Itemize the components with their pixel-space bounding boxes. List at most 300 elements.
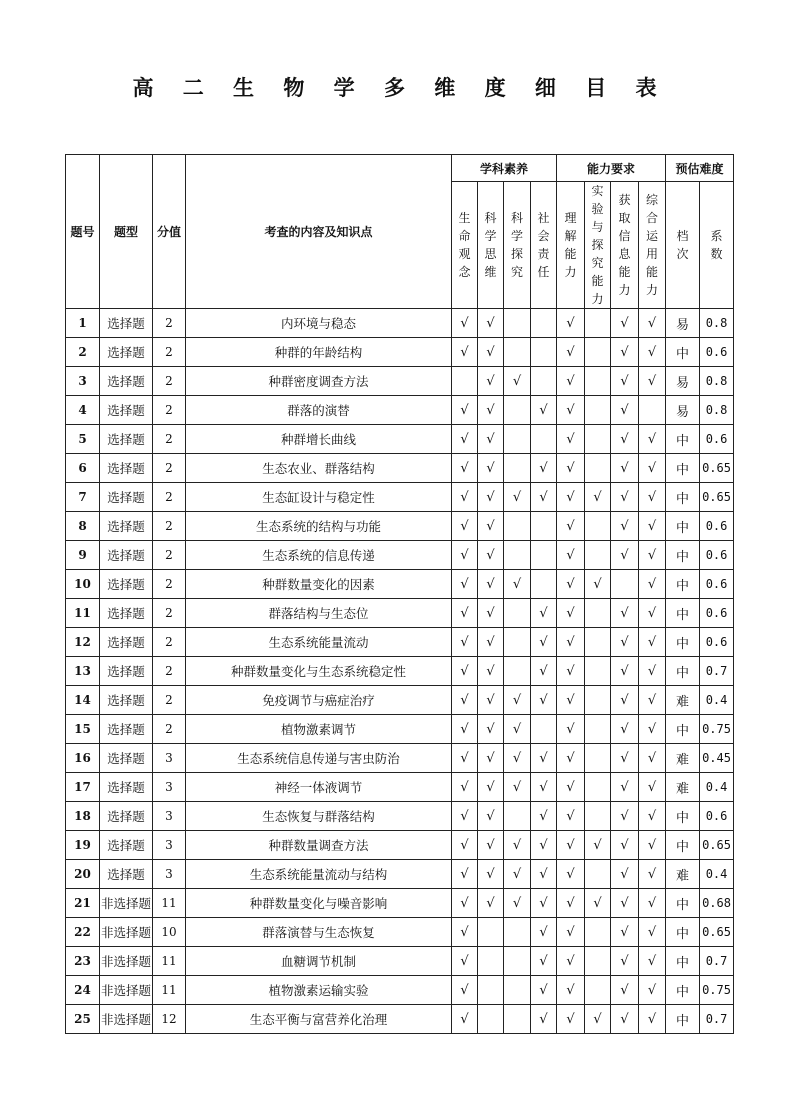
check-mark: [531, 367, 557, 396]
check-mark: √: [611, 628, 639, 657]
question-topic: 种群的年龄结构: [186, 338, 452, 367]
question-topic: 生态系统能量流动与结构: [186, 860, 452, 889]
question-type: 非选择题: [100, 918, 153, 947]
check-mark: √: [557, 1005, 585, 1034]
difficulty-level: 中: [666, 947, 700, 976]
check-mark: [531, 541, 557, 570]
check-mark: [504, 802, 531, 831]
check-mark: √: [531, 802, 557, 831]
table-row: [66, 657, 734, 686]
check-mark: √: [611, 802, 639, 831]
question-score: 11: [153, 947, 186, 976]
difficulty-level: 难: [666, 860, 700, 889]
check-mark: √: [531, 831, 557, 860]
difficulty-coefficient: 0.65: [700, 918, 734, 947]
table-row: [66, 541, 734, 570]
check-mark: √: [452, 454, 478, 483]
check-mark: √: [639, 338, 666, 367]
check-mark: [531, 715, 557, 744]
question-score: 12: [153, 1005, 186, 1034]
check-mark: √: [611, 976, 639, 1005]
question-number: 13: [66, 657, 100, 686]
check-mark: [585, 309, 611, 338]
check-mark: √: [478, 686, 504, 715]
check-mark: √: [639, 773, 666, 802]
check-mark: √: [611, 715, 639, 744]
check-mark: √: [452, 773, 478, 802]
check-mark: [504, 1005, 531, 1034]
check-mark: √: [639, 802, 666, 831]
question-score: 2: [153, 367, 186, 396]
difficulty-coefficient: 0.7: [700, 1005, 734, 1034]
question-type: 选择题: [100, 512, 153, 541]
question-score: 2: [153, 512, 186, 541]
check-mark: √: [557, 860, 585, 889]
header-literacy-2: 科 学 思 维: [478, 182, 504, 309]
check-mark: √: [478, 454, 504, 483]
table-row: [66, 744, 734, 773]
check-mark: √: [452, 802, 478, 831]
question-type: 选择题: [100, 570, 153, 599]
question-score: 2: [153, 483, 186, 512]
check-mark: √: [557, 715, 585, 744]
check-mark: √: [531, 686, 557, 715]
check-mark: [585, 425, 611, 454]
table-row: [66, 454, 734, 483]
check-mark: √: [452, 541, 478, 570]
question-number: 18: [66, 802, 100, 831]
check-mark: √: [531, 773, 557, 802]
question-score: 2: [153, 396, 186, 425]
check-mark: √: [504, 831, 531, 860]
check-mark: √: [639, 976, 666, 1005]
check-mark: [504, 541, 531, 570]
difficulty-coefficient: 0.8: [700, 309, 734, 338]
check-mark: √: [504, 744, 531, 773]
check-mark: [504, 512, 531, 541]
check-mark: √: [531, 889, 557, 918]
check-mark: [504, 454, 531, 483]
question-type: 选择题: [100, 454, 153, 483]
difficulty-coefficient: 0.4: [700, 860, 734, 889]
difficulty-level: 中: [666, 1005, 700, 1034]
check-mark: [585, 860, 611, 889]
check-mark: √: [504, 483, 531, 512]
difficulty-coefficient: 0.68: [700, 889, 734, 918]
question-number: 5: [66, 425, 100, 454]
check-mark: √: [557, 918, 585, 947]
difficulty-level: 难: [666, 744, 700, 773]
difficulty-coefficient: 0.7: [700, 657, 734, 686]
check-mark: √: [452, 309, 478, 338]
check-mark: √: [611, 541, 639, 570]
question-number: 11: [66, 599, 100, 628]
check-mark: √: [557, 425, 585, 454]
check-mark: √: [611, 918, 639, 947]
check-mark: √: [639, 860, 666, 889]
question-number: 16: [66, 744, 100, 773]
question-score: 3: [153, 802, 186, 831]
question-type: 选择题: [100, 541, 153, 570]
check-mark: [585, 802, 611, 831]
check-mark: √: [452, 715, 478, 744]
check-mark: √: [478, 831, 504, 860]
table-row: [66, 367, 734, 396]
difficulty-coefficient: 0.8: [700, 367, 734, 396]
check-mark: √: [639, 918, 666, 947]
check-mark: √: [452, 889, 478, 918]
check-mark: √: [531, 744, 557, 773]
check-mark: [504, 425, 531, 454]
header-ability-3: 获 取 信 息 能 力: [611, 182, 639, 309]
difficulty-level: 中: [666, 715, 700, 744]
check-mark: √: [478, 338, 504, 367]
check-mark: √: [452, 918, 478, 947]
header-literacy-4: 社 会 责 任: [531, 182, 557, 309]
question-type: 选择题: [100, 483, 153, 512]
question-type: 选择题: [100, 773, 153, 802]
header-group-ability: 能力要求: [557, 155, 666, 182]
question-score: 3: [153, 773, 186, 802]
question-type: 选择题: [100, 309, 153, 338]
check-mark: √: [557, 628, 585, 657]
check-mark: √: [611, 831, 639, 860]
question-score: 2: [153, 715, 186, 744]
difficulty-level: 中: [666, 425, 700, 454]
check-mark: √: [452, 657, 478, 686]
check-mark: √: [452, 396, 478, 425]
question-number: 25: [66, 1005, 100, 1034]
difficulty-level: 中: [666, 338, 700, 367]
check-mark: [585, 541, 611, 570]
difficulty-coefficient: 0.4: [700, 773, 734, 802]
check-mark: [585, 657, 611, 686]
question-score: 2: [153, 599, 186, 628]
check-mark: √: [611, 599, 639, 628]
table-row: [66, 860, 734, 889]
check-mark: √: [478, 483, 504, 512]
check-mark: √: [639, 425, 666, 454]
question-number: 10: [66, 570, 100, 599]
check-mark: √: [557, 773, 585, 802]
check-mark: √: [452, 1005, 478, 1034]
question-type: 选择题: [100, 715, 153, 744]
check-mark: √: [557, 686, 585, 715]
check-mark: √: [585, 570, 611, 599]
check-mark: √: [478, 367, 504, 396]
check-mark: [478, 1005, 504, 1034]
table-row: [66, 918, 734, 947]
question-topic: 神经一体液调节: [186, 773, 452, 802]
check-mark: √: [452, 831, 478, 860]
header-literacy-3: 科 学 探 究: [504, 182, 531, 309]
check-mark: [585, 686, 611, 715]
check-mark: √: [639, 657, 666, 686]
check-mark: √: [611, 309, 639, 338]
table-row: [66, 512, 734, 541]
check-mark: √: [557, 367, 585, 396]
table-row: [66, 1005, 734, 1034]
question-type: 选择题: [100, 860, 153, 889]
check-mark: √: [478, 309, 504, 338]
check-mark: [585, 367, 611, 396]
check-mark: √: [531, 483, 557, 512]
question-score: 3: [153, 860, 186, 889]
question-number: 4: [66, 396, 100, 425]
check-mark: √: [557, 831, 585, 860]
page-title: 高 二 生 物 学 多 维 度 细 目 表: [132, 76, 668, 100]
header-type: 题型: [100, 155, 153, 309]
table-body: [66, 309, 734, 1034]
check-mark: √: [531, 599, 557, 628]
question-type: 选择题: [100, 367, 153, 396]
difficulty-level: 中: [666, 657, 700, 686]
check-mark: √: [611, 1005, 639, 1034]
check-mark: √: [452, 338, 478, 367]
question-number: 22: [66, 918, 100, 947]
question-score: 2: [153, 628, 186, 657]
question-type: 非选择题: [100, 889, 153, 918]
difficulty-coefficient: 0.6: [700, 541, 734, 570]
check-mark: √: [531, 976, 557, 1005]
table-row: [66, 686, 734, 715]
difficulty-coefficient: 0.65: [700, 454, 734, 483]
question-number: 12: [66, 628, 100, 657]
check-mark: √: [531, 860, 557, 889]
check-mark: √: [639, 512, 666, 541]
question-topic: 群落演替与生态恢复: [186, 918, 452, 947]
question-type: 选择题: [100, 686, 153, 715]
question-score: 2: [153, 425, 186, 454]
question-number: 24: [66, 976, 100, 1005]
check-mark: √: [585, 483, 611, 512]
table-header: [66, 155, 734, 309]
check-mark: [531, 512, 557, 541]
question-number: 1: [66, 309, 100, 338]
difficulty-coefficient: 0.75: [700, 976, 734, 1005]
header-difficulty-2: 系 数: [700, 182, 734, 309]
check-mark: √: [478, 773, 504, 802]
check-mark: √: [557, 744, 585, 773]
check-mark: √: [504, 773, 531, 802]
difficulty-level: 难: [666, 686, 700, 715]
difficulty-level: 中: [666, 541, 700, 570]
check-mark: √: [557, 512, 585, 541]
difficulty-level: 中: [666, 599, 700, 628]
check-mark: √: [478, 889, 504, 918]
question-number: 20: [66, 860, 100, 889]
question-score: 3: [153, 744, 186, 773]
difficulty-coefficient: 0.6: [700, 425, 734, 454]
check-mark: √: [585, 831, 611, 860]
check-mark: [585, 976, 611, 1005]
header-literacy-1: 生 命 观 念: [452, 182, 478, 309]
question-score: 2: [153, 309, 186, 338]
check-mark: √: [611, 947, 639, 976]
check-mark: √: [452, 628, 478, 657]
check-mark: √: [452, 976, 478, 1005]
table-row: [66, 715, 734, 744]
check-mark: √: [639, 599, 666, 628]
check-mark: [478, 947, 504, 976]
question-topic: 生态恢复与群落结构: [186, 802, 452, 831]
check-mark: √: [504, 889, 531, 918]
table-row: [66, 802, 734, 831]
check-mark: √: [557, 396, 585, 425]
check-mark: √: [557, 599, 585, 628]
question-number: 7: [66, 483, 100, 512]
difficulty-level: 中: [666, 512, 700, 541]
question-score: 2: [153, 686, 186, 715]
check-mark: √: [557, 483, 585, 512]
check-mark: √: [531, 918, 557, 947]
question-topic: 植物激素运输实验: [186, 976, 452, 1005]
check-mark: √: [611, 889, 639, 918]
question-topic: 种群数量变化与噪音影响: [186, 889, 452, 918]
check-mark: √: [452, 570, 478, 599]
question-number: 21: [66, 889, 100, 918]
question-topic: 植物激素调节: [186, 715, 452, 744]
check-mark: √: [611, 483, 639, 512]
check-mark: [585, 396, 611, 425]
check-mark: √: [478, 396, 504, 425]
check-mark: [585, 599, 611, 628]
check-mark: √: [557, 802, 585, 831]
check-mark: √: [504, 367, 531, 396]
check-mark: √: [478, 425, 504, 454]
check-mark: √: [478, 744, 504, 773]
check-mark: √: [531, 628, 557, 657]
difficulty-level: 中: [666, 483, 700, 512]
question-topic: 种群增长曲线: [186, 425, 452, 454]
difficulty-level: 中: [666, 570, 700, 599]
check-mark: √: [452, 512, 478, 541]
difficulty-level: 中: [666, 976, 700, 1005]
check-mark: [504, 657, 531, 686]
table-row: [66, 976, 734, 1005]
check-mark: √: [639, 715, 666, 744]
difficulty-coefficient: 0.45: [700, 744, 734, 773]
question-number: 17: [66, 773, 100, 802]
header-num: 题号: [66, 155, 100, 309]
check-mark: √: [478, 541, 504, 570]
check-mark: √: [639, 1005, 666, 1034]
check-mark: √: [478, 570, 504, 599]
question-topic: 种群密度调查方法: [186, 367, 452, 396]
table-row: [66, 773, 734, 802]
check-mark: √: [639, 570, 666, 599]
question-type: 非选择题: [100, 947, 153, 976]
table-row: [66, 483, 734, 512]
check-mark: [585, 918, 611, 947]
question-topic: 群落结构与生态位: [186, 599, 452, 628]
difficulty-level: 中: [666, 831, 700, 860]
check-mark: [478, 976, 504, 1005]
difficulty-level: 中: [666, 889, 700, 918]
question-number: 6: [66, 454, 100, 483]
check-mark: √: [478, 599, 504, 628]
check-mark: √: [531, 947, 557, 976]
header-score: 分值: [153, 155, 186, 309]
check-mark: √: [557, 454, 585, 483]
table-row: [66, 309, 734, 338]
check-mark: [585, 628, 611, 657]
difficulty-coefficient: 0.65: [700, 831, 734, 860]
question-number: 15: [66, 715, 100, 744]
check-mark: √: [639, 889, 666, 918]
question-topic: 种群数量变化的因素: [186, 570, 452, 599]
check-mark: [531, 338, 557, 367]
question-topic: 内环境与稳态: [186, 309, 452, 338]
difficulty-coefficient: 0.6: [700, 570, 734, 599]
check-mark: [504, 396, 531, 425]
header-difficulty-1: 档 次: [666, 182, 700, 309]
check-mark: √: [611, 657, 639, 686]
check-mark: √: [557, 338, 585, 367]
check-mark: √: [557, 657, 585, 686]
header-group-literacy: 学科素养: [452, 155, 557, 182]
check-mark: [585, 338, 611, 367]
check-mark: √: [557, 947, 585, 976]
check-mark: [585, 773, 611, 802]
question-number: 9: [66, 541, 100, 570]
check-mark: √: [531, 657, 557, 686]
check-mark: [504, 599, 531, 628]
question-topic: 血糖调节机制: [186, 947, 452, 976]
question-topic: 生态系统信息传递与害虫防治: [186, 744, 452, 773]
check-mark: √: [452, 599, 478, 628]
difficulty-coefficient: 0.6: [700, 628, 734, 657]
table-row: [66, 338, 734, 367]
check-mark: √: [504, 686, 531, 715]
question-number: 14: [66, 686, 100, 715]
spec-table: [65, 154, 734, 1034]
check-mark: √: [639, 947, 666, 976]
question-type: 选择题: [100, 338, 153, 367]
check-mark: [504, 628, 531, 657]
question-number: 23: [66, 947, 100, 976]
check-mark: [639, 396, 666, 425]
check-mark: √: [639, 367, 666, 396]
check-mark: √: [504, 715, 531, 744]
check-mark: √: [639, 628, 666, 657]
header-content: 考查的内容及知识点: [186, 155, 452, 309]
check-mark: √: [531, 1005, 557, 1034]
check-mark: [504, 947, 531, 976]
check-mark: √: [557, 570, 585, 599]
check-mark: √: [639, 744, 666, 773]
check-mark: √: [557, 309, 585, 338]
difficulty-coefficient: 0.6: [700, 599, 734, 628]
check-mark: √: [611, 512, 639, 541]
check-mark: [585, 715, 611, 744]
difficulty-level: 易: [666, 309, 700, 338]
header-ability-1: 理 解 能 力: [557, 182, 585, 309]
check-mark: √: [639, 483, 666, 512]
question-score: 3: [153, 831, 186, 860]
table-row: [66, 628, 734, 657]
table-row: [66, 599, 734, 628]
question-type: 选择题: [100, 396, 153, 425]
difficulty-coefficient: 0.6: [700, 338, 734, 367]
question-type: 选择题: [100, 831, 153, 860]
check-mark: √: [585, 1005, 611, 1034]
check-mark: √: [611, 454, 639, 483]
question-topic: 免疫调节与癌症治疗: [186, 686, 452, 715]
question-number: 19: [66, 831, 100, 860]
check-mark: √: [611, 396, 639, 425]
table-row: [66, 425, 734, 454]
